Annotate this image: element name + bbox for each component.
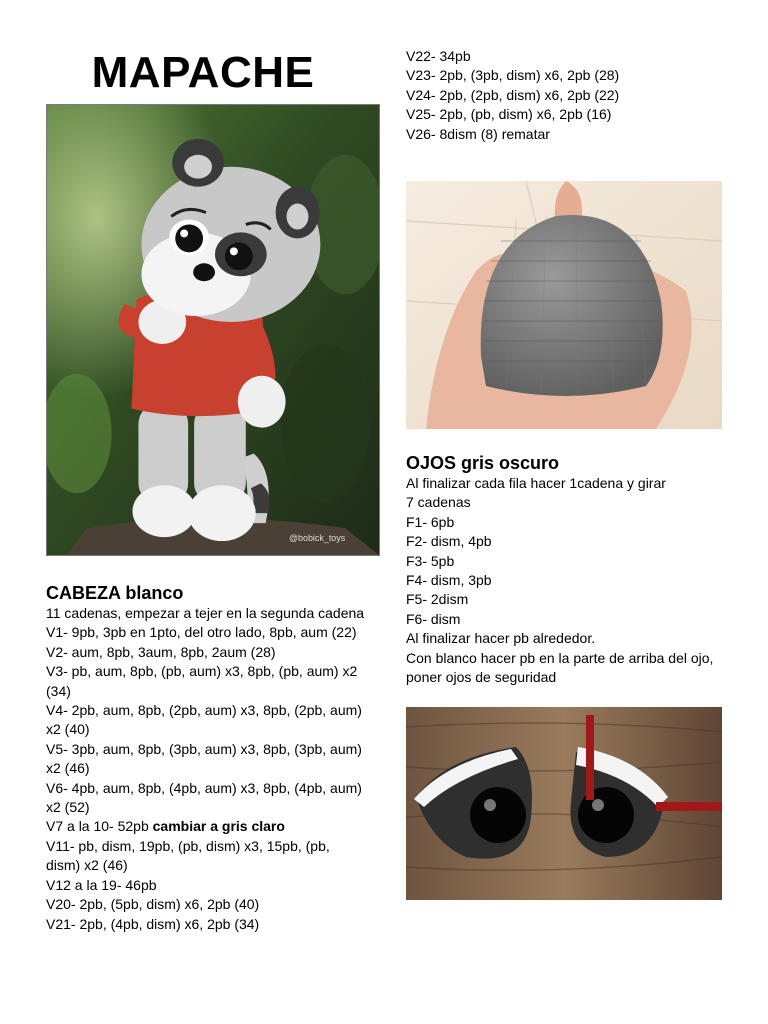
instruction-line: V2- aum, 8pb, 3aum, 8pb, 2aum (28) bbox=[46, 643, 276, 660]
instruction-line: V4- 2pb, aum, 8pb, (2pb, aum) x3, 8pb, (2pb, aum) x2 (40) bbox=[46, 702, 362, 738]
instruction-line: Al finalizar cada fila hacer 1cadena y girar bbox=[406, 475, 666, 491]
instruction-line: V25- 2pb, (pb, dism) x6, 2pb (16) bbox=[406, 106, 612, 123]
instruction-line-v7 bbox=[46, 817, 366, 836]
instruction-line: V5- 3pb, aum, 8pb, (3pb, aum) x3, 8pb, (3pb, aum) x2 (46) bbox=[46, 740, 362, 777]
instruction-line: 7 cadenas bbox=[406, 494, 471, 511]
instruction-line: Al finalizar hacer pb alrededor. bbox=[406, 630, 596, 647]
crochet-eyes-photo bbox=[406, 707, 722, 900]
v7-text: V7 a la 10- 52pb bbox=[46, 818, 153, 835]
instruction-line: V3- pb, aum, 8pb, (pb, aum) x3, 8pb, (pb, aum) x2 (34) bbox=[46, 663, 358, 699]
eyes-heading: OJOS gris oscuro bbox=[406, 453, 560, 473]
color-change-note: cambiar a gris claro bbox=[152, 818, 285, 835]
instruction-line: F4- dism, 3pb bbox=[406, 572, 492, 589]
instruction-line: F2- dism, 4pb bbox=[406, 533, 492, 550]
page-title: MAPACHE bbox=[91, 48, 315, 97]
instruction-line: V21- 2pb, (4pb, dism) x6, 2pb (34) bbox=[46, 915, 260, 932]
instruction-line: V12 a la 19- 46pb bbox=[46, 876, 157, 893]
instruction-line: F5- 2dism bbox=[406, 591, 469, 608]
head-instructions-continued bbox=[406, 47, 706, 144]
instruction-line: V26- 8dism (8) rematar bbox=[406, 125, 550, 142]
instruction-line: V22- 34pb bbox=[406, 48, 471, 64]
instruction-line: V6- 4pb, aum, 8pb, (4pb, aum) x3, 8pb, (4pb, aum) x2 (52) bbox=[46, 779, 362, 816]
raccoon-amigurumi-illustration bbox=[47, 105, 379, 555]
instruction-line: V11- pb, dism, 19pb, (pb, dism) x3, 15pb, (pb, dism) x2 (46) bbox=[46, 837, 330, 874]
instruction-line: Con blanco hacer pb en la parte de arriba del ojo, poner ojos de seguridad bbox=[406, 649, 714, 686]
instruction-line: V24- 2pb, (2pb, dism) x6, 2pb (22) bbox=[406, 86, 620, 103]
eyes-section bbox=[406, 452, 716, 687]
instruction-line: F1- 6pb bbox=[406, 513, 455, 530]
instruction-line: F3- 5pb bbox=[406, 552, 455, 569]
instruction-line: V20- 2pb, (5pb, dism) x6, 2pb (40) bbox=[46, 896, 260, 913]
raccoon-amigurumi-photo bbox=[46, 104, 380, 556]
head-section bbox=[46, 582, 366, 934]
instruction-line: V23- 2pb, (3pb, dism) x6, 2pb (28) bbox=[406, 67, 620, 84]
instruction-line: 11 cadenas, empezar a tejer en la segunda cadena bbox=[46, 605, 365, 621]
crochet-head-illustration bbox=[406, 181, 722, 429]
instruction-line: F6- dism bbox=[406, 610, 461, 627]
crochet-eyes-illustration bbox=[406, 707, 722, 900]
instruction-line: V1- 9pb, 3pb en 1pto, del otro lado, 8pb, aum (22) bbox=[46, 624, 357, 641]
photo-watermark: @bobick_toys bbox=[288, 533, 346, 544]
head-heading: CABEZA blanco bbox=[46, 583, 184, 603]
crochet-head-photo bbox=[406, 181, 722, 429]
